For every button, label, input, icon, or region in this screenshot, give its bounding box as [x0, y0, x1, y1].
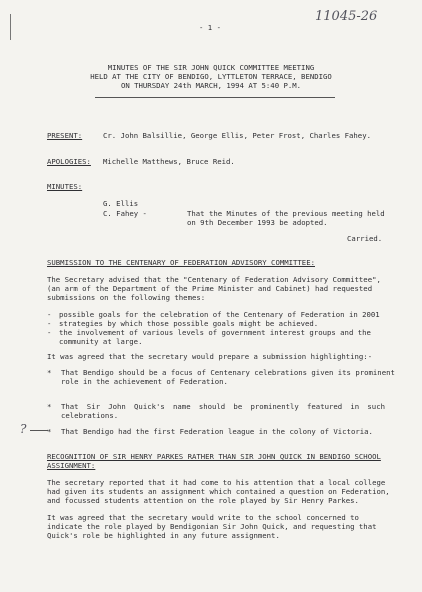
theme-3-line-2: community at large. — [59, 337, 143, 346]
section2-para1-line-3: and focussed students attention on the role played by Sir Henry Parkes. — [47, 496, 359, 505]
header-line-2: HELD AT THE CITY OF BENDIGO, LYTTLETON TERRACE, BENDIGO — [90, 72, 332, 81]
present-text: Cr. John Balsillie, George Ellis, Peter Frost, Charles Fahey. — [103, 131, 371, 140]
section1-heading: SUBMISSION TO THE CENTENARY OF FEDERATION ADVISORY COMMITTEE: — [47, 258, 315, 267]
section2-para1-line-1: The secretary reported that it had come to his attention that a local college — [47, 478, 386, 487]
section2-para2-line-3: Quick's role be highlighted in any future assignment. — [47, 531, 280, 540]
section2-para2-line-1: It was agreed that the secretary would write to the school concerned to — [47, 513, 359, 522]
point-3-line-1: That Bendigo had the first Federation league in the colony of Victoria. — [61, 427, 373, 436]
point-1-line-1: That Bendigo should be a focus of Centenary celebrations given its prominent — [61, 368, 395, 377]
present-label: PRESENT: — [47, 131, 83, 140]
apologies-text: Michelle Matthews, Bruce Reid. — [103, 157, 235, 166]
point-asterisk-1: * — [47, 368, 52, 377]
margin-pencil-mark — [10, 14, 11, 40]
theme-1-line-1: possible goals for the celebration of the Centenary of Federation in 2001 — [59, 310, 380, 319]
minutes-seconder: C. Fahey - — [103, 209, 147, 218]
page-number: - 1 - — [199, 23, 221, 32]
section2-para1-line-2: had given its students an assignment which contained a question on Federation, — [47, 487, 390, 496]
apologies-label: APOLOGIES: — [47, 157, 91, 166]
section2-heading-line-2: ASSIGNMENT: — [47, 461, 96, 470]
minutes-motion-line-2: on 9th December 1993 be adopted. — [187, 218, 328, 227]
header-line-3: ON THURSDAY 24th MARCH, 1994 AT 5:40 P.M. — [120, 81, 302, 90]
point-2-line-2: celebrations. — [61, 411, 119, 420]
point-asterisk-3: * — [47, 427, 52, 436]
section2-heading-line-1: RECOGNITION OF SIR HENRY PARKES RATHER THAN SIR JOHN QUICK IN BENDIGO SCHOOL — [47, 452, 381, 461]
margin-arrow — [30, 430, 48, 431]
theme-2-line-1: strategies by which those possible goals might be achieved. — [59, 319, 319, 328]
section1-agreed: It was agreed that the secretary would prepare a submission highlighting:- — [47, 352, 373, 361]
point-asterisk-2: * — [47, 402, 52, 411]
point-1-line-2: role in the achievement of Federation. — [61, 377, 228, 386]
point-2-line-1: That Sir John Quick's name should be prominently featured in such — [61, 402, 385, 411]
section1-para-line-1: The Secretary advised that the "Centenary of Federation Advisory Committee", — [47, 275, 381, 284]
minutes-result: Carried. — [347, 234, 383, 243]
theme-dash-2: - — [47, 319, 52, 328]
section1-para-line-2: (an arm of the Department of the Prime Minister and Cabinet) had requested — [47, 284, 373, 293]
theme-dash-3: - — [47, 328, 52, 337]
header-line-1: MINUTES OF THE SIR JOHN QUICK COMMITTEE MEETING — [107, 63, 315, 72]
section1-para-line-3: submissions on the following themes: — [47, 293, 206, 302]
theme-3-line-1: the involvement of various levels of government interest groups and the — [59, 328, 371, 337]
minutes-label: MINUTES: — [47, 182, 83, 191]
minutes-motion-line-1: That the Minutes of the previous meeting held — [187, 209, 385, 218]
theme-dash-1: - — [47, 310, 52, 319]
header-rule — [95, 97, 335, 98]
section2-para2-line-2: indicate the role played by Bendigonian Sir John Quick, and requesting that — [47, 522, 377, 531]
handwritten-reference: 11045-26 — [315, 9, 378, 24]
minutes-mover: G. Ellis — [103, 199, 139, 208]
margin-question-mark: ? — [20, 422, 27, 436]
